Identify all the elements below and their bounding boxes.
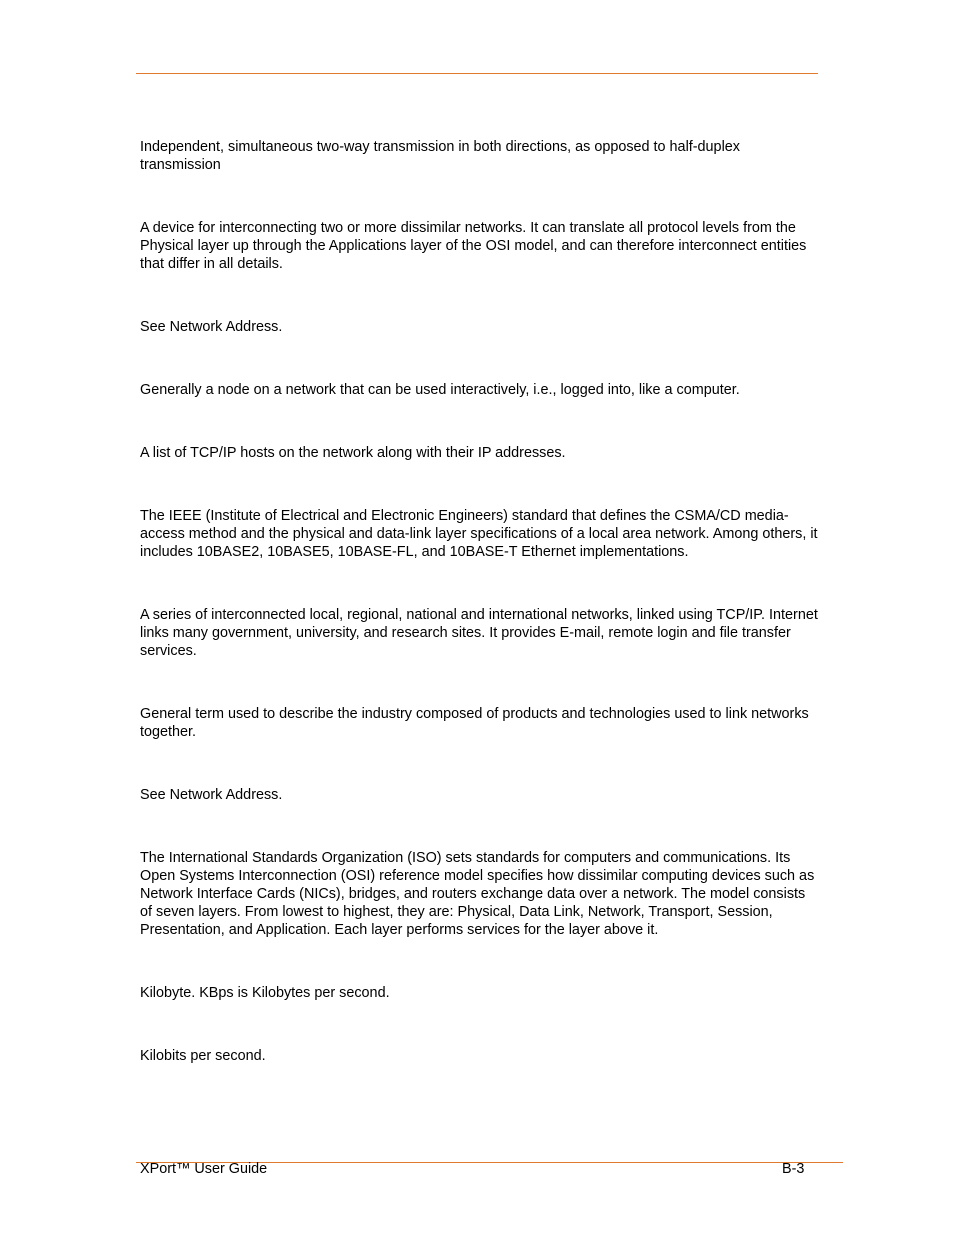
page-number: B-3: [782, 1161, 805, 1177]
glossary-entry: [140, 705, 820, 741]
glossary-entry: [140, 138, 820, 174]
entry-definition: A series of interconnected local, regional, national and international networks, linked using TCP/IP. Internet links many government, university, and research sites. It provides E-mail, remote login and file transfer services.: [140, 607, 818, 659]
entry-definition: The International Standards Organization (ISO) sets standards for computers and communications. Its Open Systems Interconnection (OSI) reference model specifies how dissimilar computing devices such as Network Interface Cards (NICs), bridges, and routers exchange data over a network. The model consists of seven layers. From lowest to highest, they are: Physical, Data Link, Network, Transport, Session, Presentation, and Application. Each layer performs services for the layer above it.: [140, 850, 815, 938]
entry-definition: A list of TCP/IP hosts on the network along with their IP addresses.: [140, 445, 566, 461]
glossary-entry: [140, 984, 820, 1002]
header-rule: [136, 73, 818, 74]
glossary-entry: [140, 786, 820, 804]
entry-definition: Kilobits per second.: [140, 1048, 266, 1064]
entry-definition: The IEEE (Institute of Electrical and Electronic Engineers) standard that defines the CSMA/CD media-access method and the physical and data-link layer specifications of a local area network. Among others, it includes 10BASE2, 10BASE5, 10BASE-FL, and 10BASE-T Ethernet implementations.: [140, 508, 818, 560]
entry-definition: Generally a node on a network that can be used interactively, i.e., logged into, like a computer.: [140, 382, 740, 398]
glossary-entry: [140, 219, 820, 273]
entry-definition: General term used to describe the industry composed of products and technologies used to link networks together.: [140, 706, 809, 740]
glossary-entry: [140, 1047, 820, 1065]
glossary-entry: [140, 849, 820, 939]
entry-definition: See Network Address.: [140, 319, 283, 335]
entry-definition: Kilobyte. KBps is Kilobytes per second.: [140, 985, 390, 1001]
entry-definition: A device for interconnecting two or more dissimilar networks. It can translate all protocol levels from the Physical layer up through the Applications layer of the OSI model, and can therefore interconnect entities that differ in all details.: [140, 220, 807, 272]
glossary-entry: [140, 606, 820, 660]
footer-title: XPort™ User Guide: [140, 1161, 268, 1177]
glossary-entry: [140, 507, 820, 561]
glossary-entry: [140, 381, 820, 399]
entry-definition: See Network Address.: [140, 787, 283, 803]
entry-definition: Independent, simultaneous two-way transmission in both directions, as opposed to half-duplex transmission: [140, 139, 740, 173]
glossary-entries: [140, 138, 820, 1065]
glossary-entry: [140, 444, 820, 462]
glossary-entry: [140, 318, 820, 336]
